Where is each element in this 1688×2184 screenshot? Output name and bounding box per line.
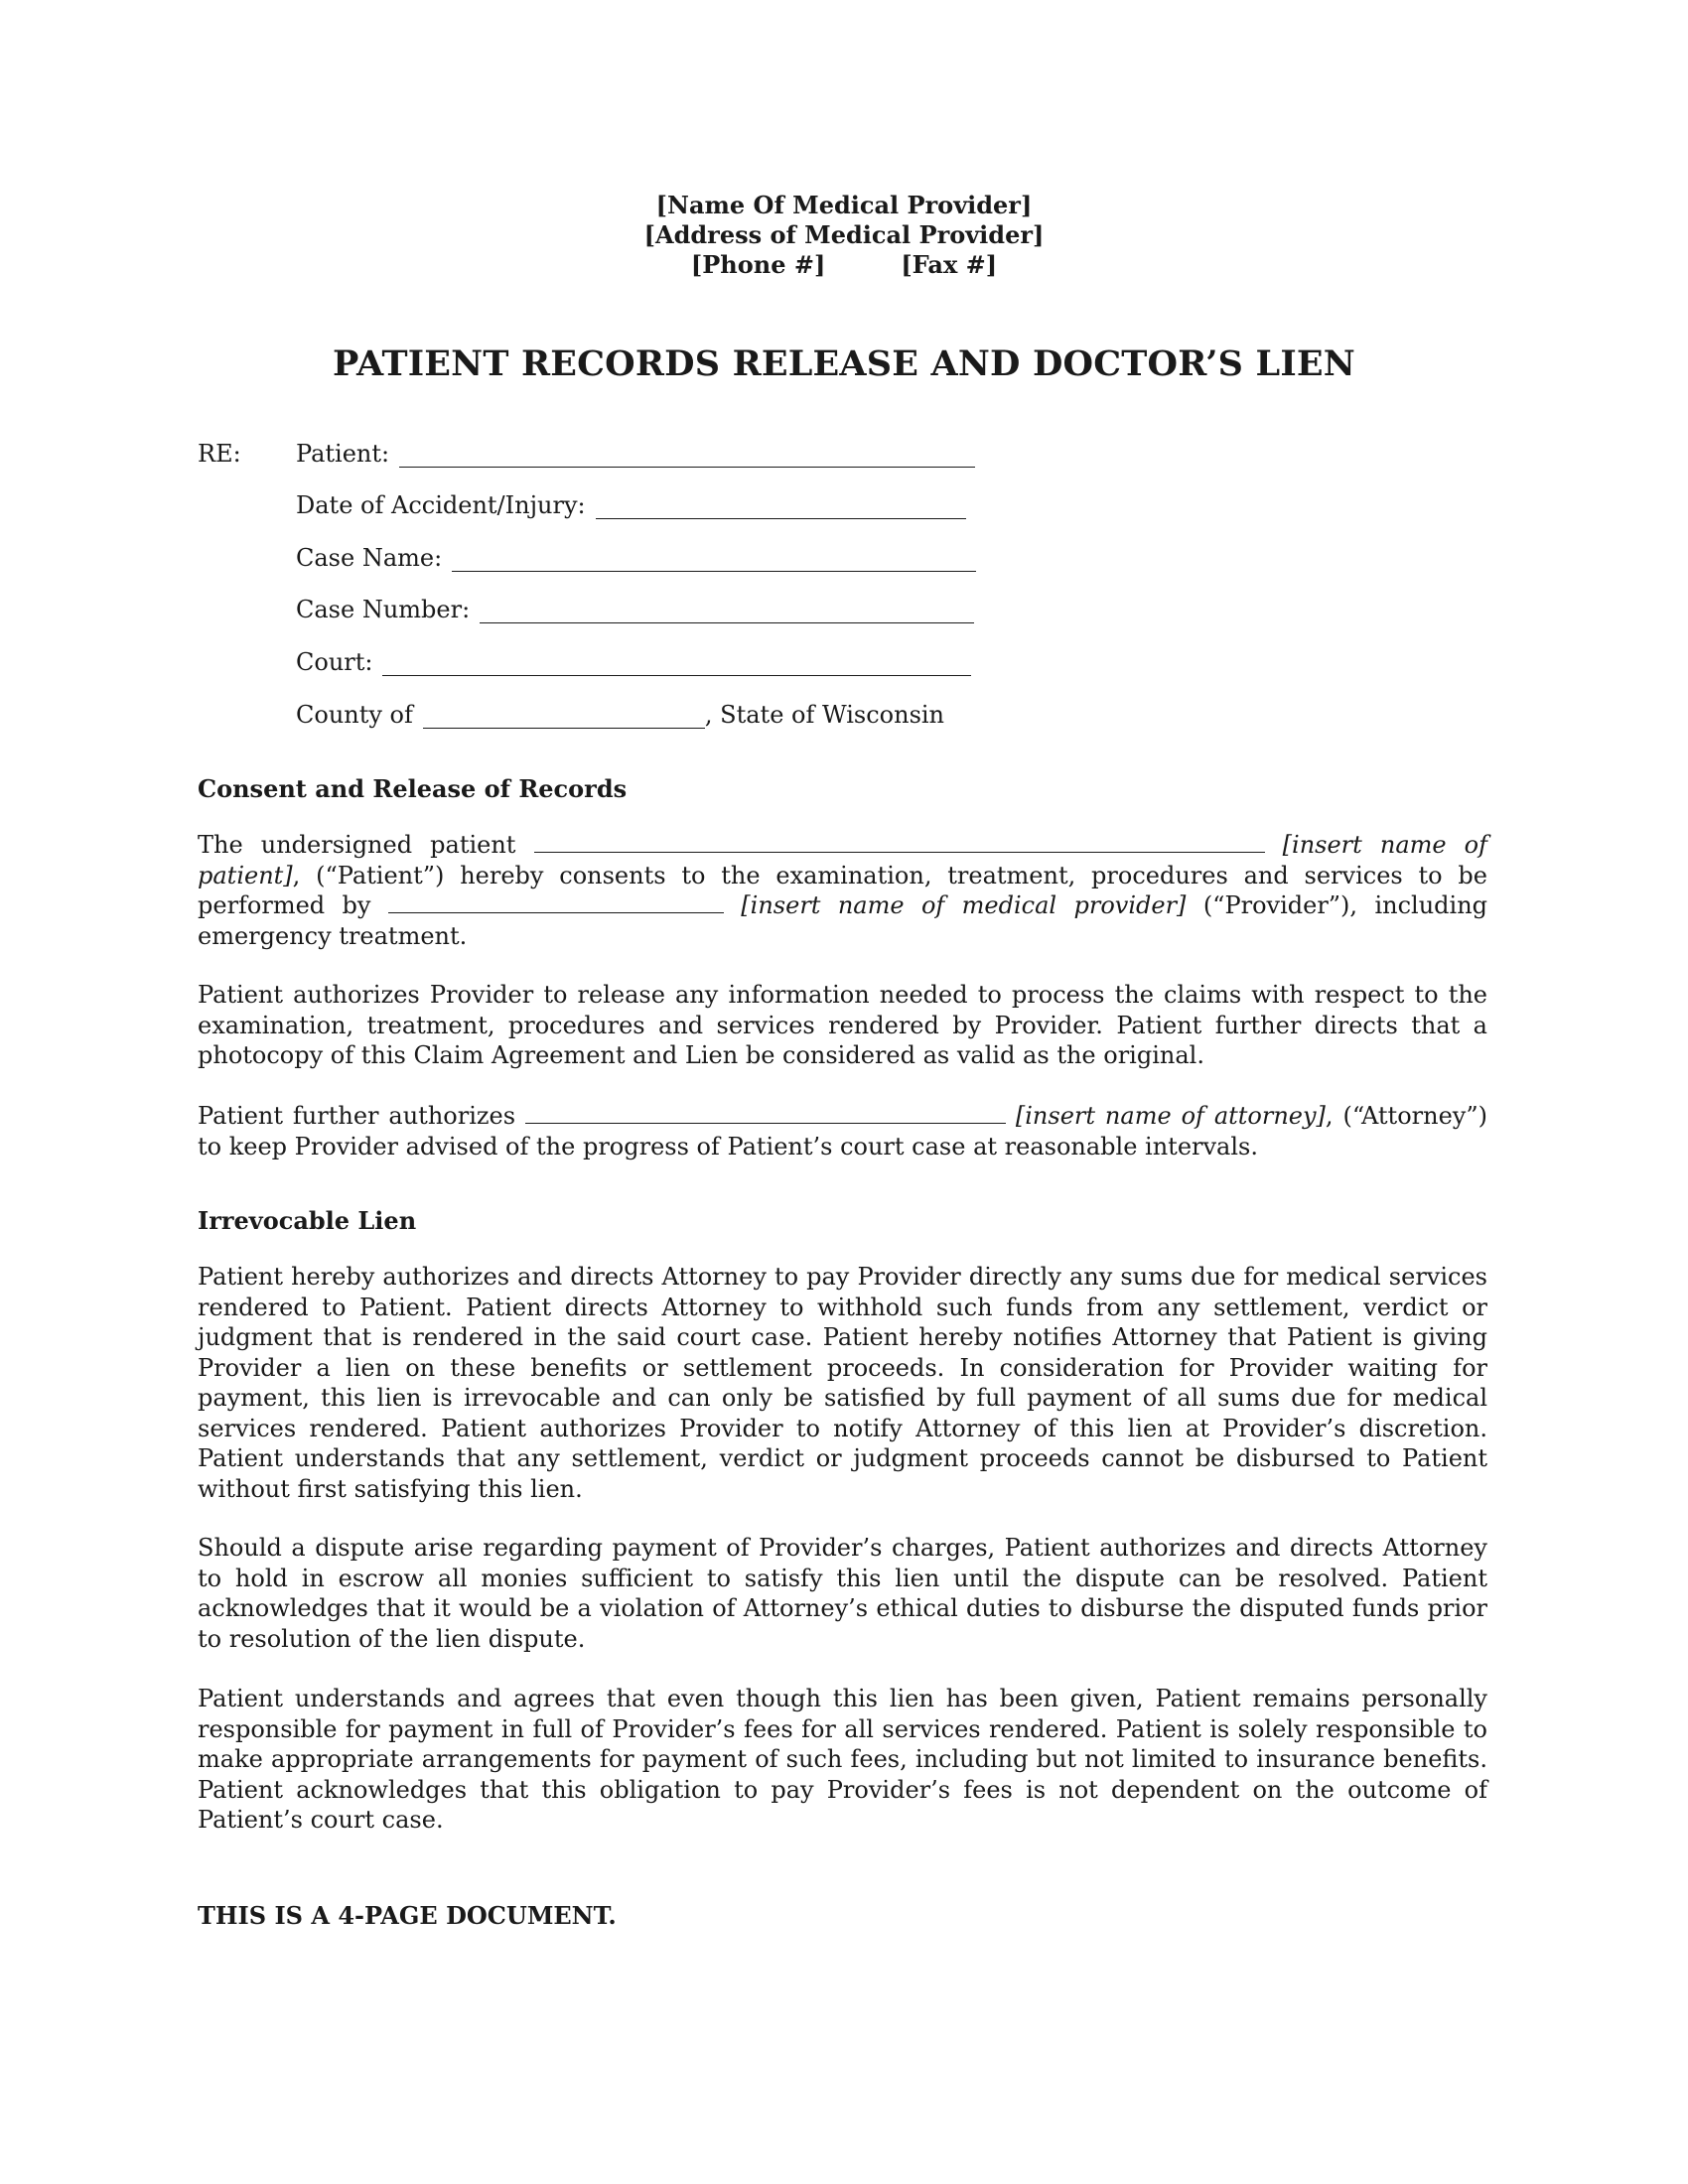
undersigned-patient-text: The undersigned patient — [198, 831, 516, 859]
county-field — [296, 701, 944, 729]
attorney-name-blank[interactable] — [525, 1103, 1006, 1124]
re-label: RE: — [198, 440, 241, 468]
lien-paragraph-1: Patient hereby authorizes and directs Attorney to pay Provider directly any sums due for medical services rendered to Patient. Patient directs Attorney to withhold such funds from any settlement, verdict or judgment that is rendered in the said court case. Patient hereby notifies Attorney that Patient is giving Provider a lien on these benefits or settlement proceeds. In consideration for Provider waiting for payment, this lien is irrevocable and can only be satisfied by full payment of all sums due for medical services rendered. Patient authorizes Provider to notify Attorney of this lien at Provider’s discretion. Patient understands that any settlement, verdict or judgment proceeds cannot be disbursed to Patient without first satisfying this lien. — [198, 1263, 1487, 1503]
consents-text: , (“Patient”) hereby consents to the examination, treatment, procedures and services to be performed by — [198, 861, 1487, 919]
phone-placeholder: [Phone #] — [690, 250, 826, 279]
lien-heading: Irrevocable Lien — [198, 1206, 417, 1235]
county-label: County of — [296, 701, 413, 729]
fax-placeholder: [Fax #] — [901, 250, 998, 279]
emergency-treatment-text: (“Provider”), including emergency treatment. — [198, 891, 1488, 950]
lien-paragraph-2: Should a dispute arise regarding payment of Provider’s charges, Patient authorizes and directs Attorney to hold in escrow all monies sufficient to satisfy this lien until the dispute can be resolved. Patient acknowledges that it would be a violation of Attorney’s ethical duties to disburse the disputed funds prior to resolution of the lien dispute. — [198, 1534, 1487, 1653]
state-label: , State of Wisconsin — [704, 701, 945, 729]
insert-provider-name-hint: [insert name of medical provider] — [741, 891, 1187, 919]
insert-patient-name-hint: [insert name of patient] — [198, 831, 1488, 889]
document-title: PATIENT RECORDS RELEASE AND DOCTOR’S LIEN — [333, 343, 1355, 384]
case-number-label: Case Number: — [296, 596, 471, 623]
page-count-notice: THIS IS A 4-PAGE DOCUMENT. — [198, 1901, 617, 1930]
case-name-field — [296, 544, 976, 572]
county-blank[interactable] — [423, 706, 705, 729]
patient-name-blank[interactable] — [534, 832, 1265, 853]
consent-paragraph-2: Patient authorizes Provider to release any information needed to process the claims with respect to the examination, treatment, procedures and services rendered by Provider. Patient further directs that a photocopy of this Claim Agreement and Lien be considered as valid as the original. — [198, 981, 1487, 1069]
contact-row — [0, 250, 1688, 280]
date-of-accident-label: Date of Accident/Injury: — [296, 491, 586, 519]
insert-attorney-name-hint: [insert name of attorney] — [1015, 1102, 1326, 1130]
provider-name-blank[interactable] — [388, 892, 724, 913]
provider-header — [0, 191, 1688, 280]
attorney-advise-text: , (“Attorney”) to keep Provider advised of the progress of Patient’s court case at reasonable intervals. — [198, 1102, 1487, 1160]
patient-blank[interactable] — [399, 445, 975, 468]
consent-paragraph-3 — [198, 1101, 1487, 1161]
case-number-blank[interactable] — [480, 601, 974, 623]
court-label: Court: — [296, 648, 373, 676]
court-field — [296, 648, 971, 676]
lien-paragraph-3: Patient understands and agrees that even though this lien has been given, Patient remains personally responsible for payment in full of Provider’s fees for all services rendered. Patient is solely responsible to make appropriate arrangements for payment of such fees, including but not limited to insurance benefits. Patient acknowledges that this obligation to pay Provider’s fees is not dependent on the outcome of Patient’s court case. — [198, 1685, 1487, 1834]
case-name-label: Case Name: — [296, 544, 443, 572]
court-blank[interactable] — [382, 653, 971, 676]
patient-field — [296, 440, 975, 468]
case-name-blank[interactable] — [452, 549, 976, 572]
further-authorizes-text: Patient further authorizes — [198, 1102, 516, 1130]
consent-paragraph-1 — [198, 830, 1487, 951]
provider-name: [Name Of Medical Provider] — [655, 191, 1033, 219]
consent-heading: Consent and Release of Records — [198, 774, 628, 803]
date-of-accident-field — [296, 491, 966, 519]
date-of-accident-blank[interactable] — [596, 496, 966, 519]
patient-label: Patient: — [296, 440, 390, 468]
provider-address: [Address of Medical Provider] — [643, 220, 1045, 249]
case-number-field — [296, 596, 974, 623]
